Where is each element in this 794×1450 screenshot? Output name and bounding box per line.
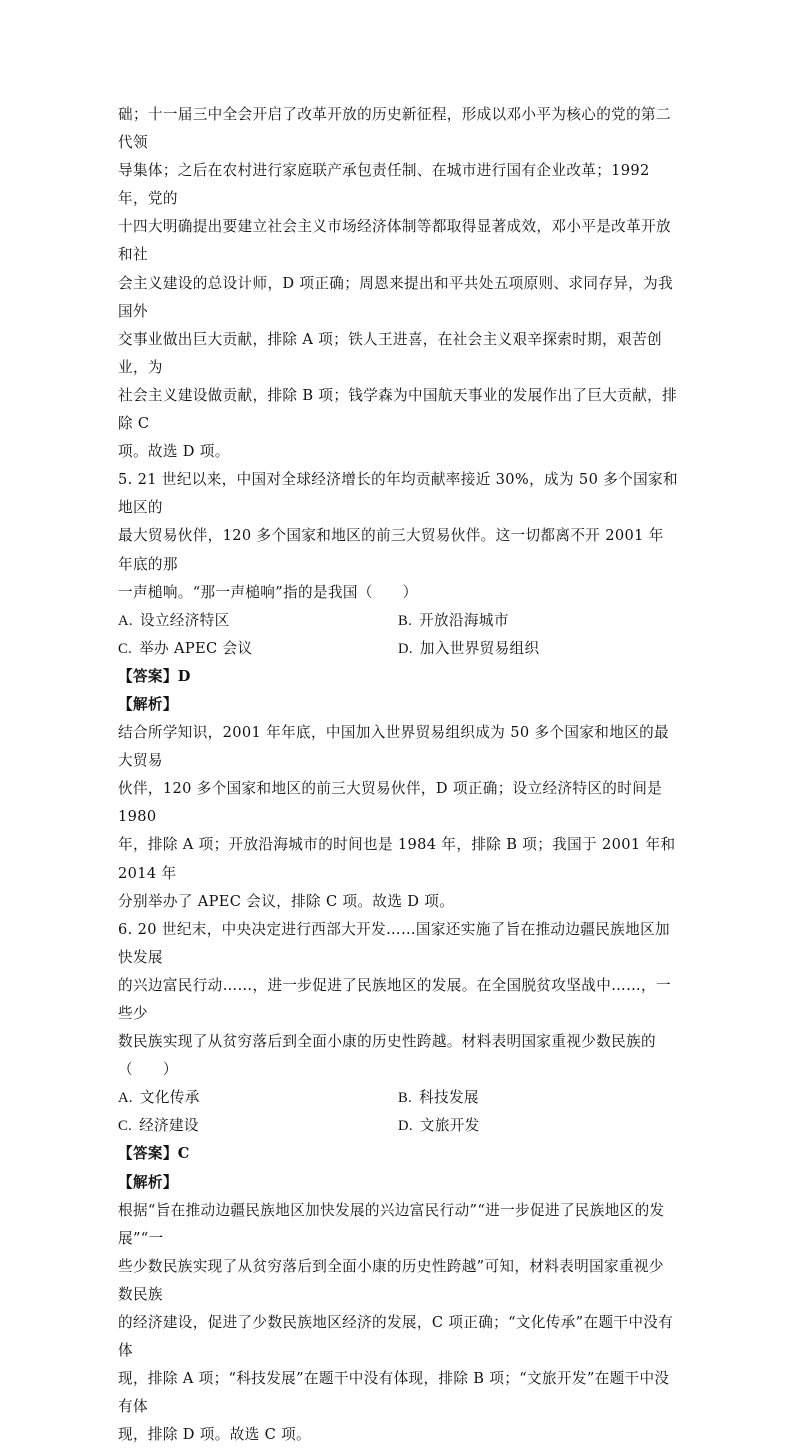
option-d <box>398 635 678 663</box>
analysis-line: 根据“旨在推动边疆民族地区加快发展的兴边富民行动”“进一步促进了民族地区的发展”“一 <box>118 1201 665 1247</box>
option-text: 开放沿海城市 <box>419 611 509 629</box>
option-text: 加入世界贸易组织 <box>419 639 540 657</box>
question-6-stem: 的兴边富民行动……，进一步促进了民族地区的发展。在全国脱贫攻坚战中……，一些少 <box>118 976 671 1022</box>
option-d <box>398 1112 678 1140</box>
option-letter: B. <box>398 612 413 629</box>
option-text: 设立经济特区 <box>139 611 230 629</box>
text-line: 础；十一届三中全会开启了改革开放的历史新征程，形成以邓小平为核心的党的第二代领 <box>118 106 671 152</box>
text-line: 交事业做出巨大贡献，排除 A 项；铁人王进喜，在社会主义艰辛探索时期，艰苦创业，为 <box>118 330 662 376</box>
text-line: 项。故选 D 项。 <box>118 443 230 461</box>
option-letter: C. <box>118 1118 133 1135</box>
option-text: 文化传承 <box>139 1089 200 1107</box>
text-line: 社会主义建设做贡献，排除 B 项；钱学森为中国航天事业的发展作出了巨大贡献，排除 C <box>118 386 678 433</box>
option-b <box>398 607 678 635</box>
question-6-stem: 6. 20 世纪末，中央决定进行西部大开发……国家还实施了旨在推动边疆民族地区加快发展 <box>118 920 670 966</box>
option-c <box>118 1112 398 1140</box>
option-text: 举办 APEC 会议 <box>139 639 253 657</box>
option-b <box>398 1084 678 1112</box>
option-letter: D. <box>398 1118 413 1135</box>
option-text: 科技发展 <box>419 1089 479 1107</box>
question-5-options-row <box>118 607 678 635</box>
question-6-options-row <box>118 1084 678 1112</box>
question-5-stem: 最大贸易伙伴，120 多个国家和地区的前三大贸易伙伴。这一切都离不开 2001 年年底的那 <box>118 527 664 573</box>
analysis-line: 些少数民族实现了从贫穷落后到全面小康的历史性跨越”可知，材料表明国家重视少数民族 <box>118 1257 664 1303</box>
text-line: 会主义建设的总设计师，D 项正确；周恩来提出和平共处五项原则、求同存异，为我国外 <box>118 274 674 320</box>
option-text: 经济建设 <box>139 1117 199 1135</box>
option-letter: A. <box>118 1090 133 1107</box>
option-a <box>118 607 398 635</box>
answer-label: 【答案】D <box>118 667 191 685</box>
text-line: 十四大明确提出要建立社会主义市场经济体制等都取得显著成效，邓小平是改革开放和社 <box>118 218 671 264</box>
option-letter: D. <box>398 640 413 657</box>
option-text: 文旅开发 <box>419 1117 480 1135</box>
analysis-line: 结合所学知识，2001 年年底，中国加入世界贸易组织成为 50 多个国家和地区的最大贸易 <box>118 724 669 770</box>
question-6-stem: 数民族实现了从贫穷落后到全面小康的历史性跨越。材料表明国家重视少数民族的（ ） <box>118 1033 656 1079</box>
option-letter: B. <box>398 1090 413 1107</box>
page-content <box>118 101 678 1450</box>
analysis-line: 现，排除 A 项；“科技发展”在题干中没有体现，排除 B 项；“文旅开发”在题干中没有体 <box>118 1370 670 1416</box>
text-line: 导集体；之后在农村进行家庭联产承包责任制、在城市进行国有企业改革；1992 年，党的 <box>118 162 650 208</box>
analysis-line: 年，排除 A 项；开放沿海城市的时间也是 1984 年，排除 B 项；我国于 2001 年和 2014 年 <box>118 836 676 882</box>
answer-label: 【答案】C <box>118 1145 190 1163</box>
analysis-label: 【解析】 <box>118 695 178 713</box>
option-c <box>118 635 398 663</box>
option-letter: A. <box>118 612 133 629</box>
option-a <box>118 1084 398 1112</box>
analysis-line: 现，排除 D 项。故选 C 项。 <box>118 1426 311 1444</box>
analysis-line: 伙伴，120 多个国家和地区的前三大贸易伙伴，D 项正确；设立经济特区的时间是 1980 <box>118 780 663 826</box>
question-5-stem: 5. 21 世纪以来，中国对全球经济增长的年均贡献率接近 30%，成为 50 多个国家和地区的 <box>118 471 678 517</box>
analysis-line: 分别举办了 APEC 会议，排除 C 项。故选 D 项。 <box>118 892 455 910</box>
analysis-line: 的经济建设，促进了少数民族地区经济的发展，C 项正确；“文化传承”在题干中没有体 <box>118 1314 674 1360</box>
question-5-options-row <box>118 635 678 663</box>
option-letter: C. <box>118 640 133 657</box>
question-5-stem: 一声槌响。“那一声槌响”指的是我国（ ） <box>118 583 418 601</box>
analysis-label: 【解析】 <box>118 1173 178 1191</box>
question-6-options-row <box>118 1112 678 1140</box>
